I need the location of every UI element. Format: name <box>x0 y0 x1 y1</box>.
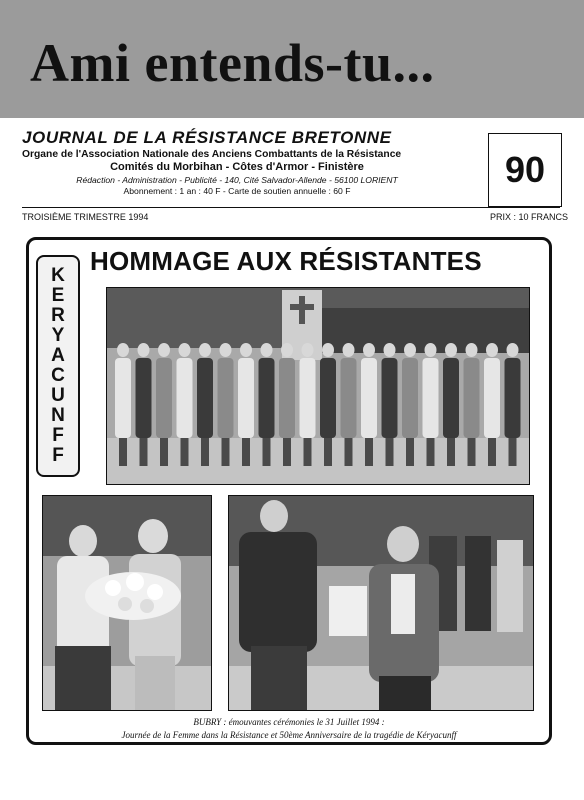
masthead-title: Ami entends-tu... <box>30 33 435 93</box>
village-letter: A <box>51 345 65 366</box>
village-name-vertical <box>36 255 80 477</box>
address-line: Rédaction - Administration - Publicité - 140, Cité Salvador-Allende - 56100 LORIENT <box>76 175 398 185</box>
issue-number: 90 <box>504 149 546 190</box>
village-letter: C <box>51 365 65 386</box>
village-letter: F <box>52 425 64 446</box>
village-letter: U <box>51 385 65 406</box>
bouquet-photo <box>42 495 212 711</box>
masthead <box>0 0 584 118</box>
village-letter: E <box>51 285 65 306</box>
journal-header <box>22 128 462 196</box>
village-letter: R <box>51 305 65 326</box>
ceremony-photo <box>228 495 534 711</box>
group-photo <box>106 287 530 485</box>
association-line: Organe de l'Association Nationale des Anciens Combattants de la Résistance <box>22 149 402 160</box>
caption-line-2: Journée de la Femme dans la Résistance et 50ème Anniversaire de la tragédie de Kéryacunff <box>121 730 457 740</box>
journal-name: JOURNAL DE LA RÉSISTANCE BRETONNE <box>22 128 392 147</box>
village-letter: N <box>51 405 65 426</box>
header-rule <box>22 207 560 208</box>
price-label: PRIX : 10 FRANCS <box>490 212 569 222</box>
issue-number-box <box>488 133 562 207</box>
village-letter: K <box>51 265 65 286</box>
committees-line: Comités du Morbihan - Côtes d'Armor - Finistère <box>110 161 364 173</box>
subscription-line: Abonnement : 1 an : 40 F - Carte de soutien annuelle : 60 F <box>123 186 351 196</box>
feature-headline: HOMMAGE AUX RÉSISTANTES <box>90 246 482 276</box>
village-letter: F <box>52 445 64 466</box>
caption-line-1: BUBRY : émouvantes cérémonies le 31 Juillet 1994 : <box>193 717 385 727</box>
quarter-label: TROISIÈME TRIMESTRE 1994 <box>22 212 149 222</box>
village-letter: Y <box>51 325 65 346</box>
